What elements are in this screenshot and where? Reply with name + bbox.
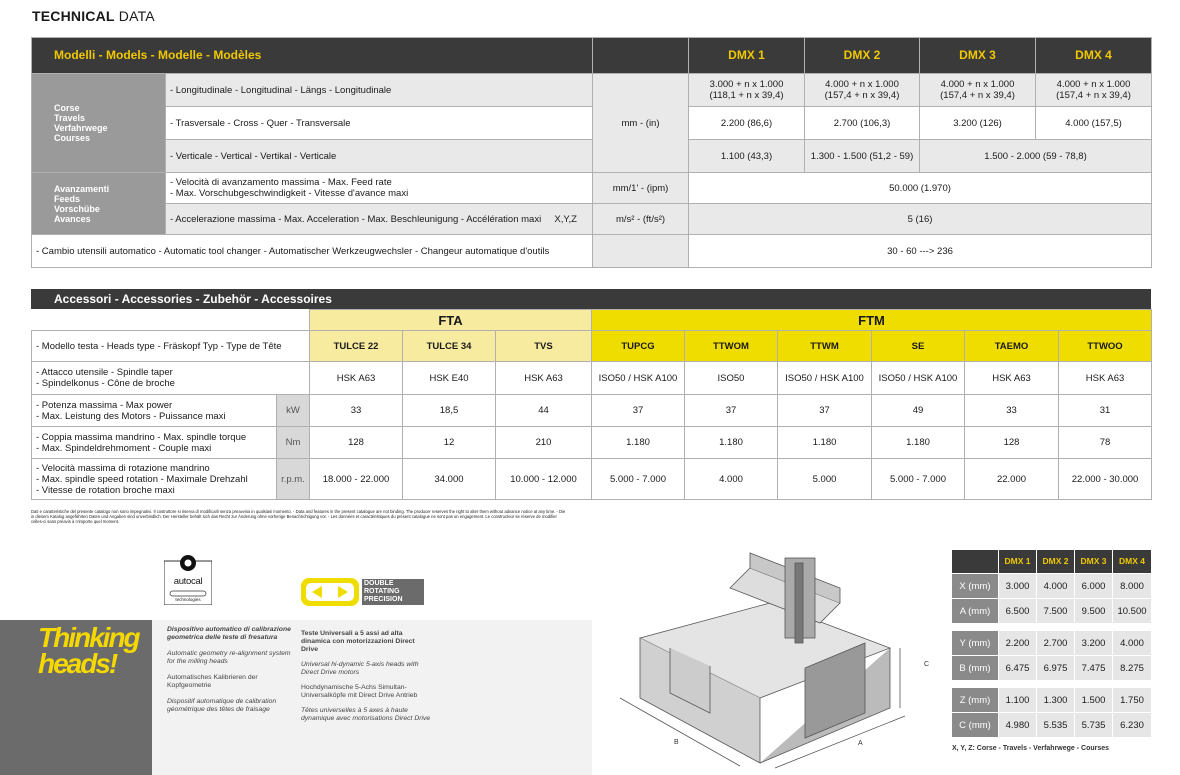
value-cell: HSK A63: [310, 362, 403, 395]
dim-value: 3.000: [999, 574, 1037, 599]
row-label: - Coppia massima mandrino - Max. spindle torque - Max. Spindeldrehmoment - Couple maxi: [32, 427, 277, 459]
value-cell: 1.180: [778, 427, 872, 459]
row-label: - Verticale - Vertical - Vertikal - Verticale: [166, 140, 593, 173]
dim-value: 8.000: [1113, 574, 1152, 599]
value-cell: ISO50 / HSK A100: [778, 362, 872, 395]
value-cell: 18.000 - 22.000: [310, 459, 403, 500]
value-cell: 128: [310, 427, 403, 459]
head-type: TULCE 34: [403, 331, 496, 362]
model-header: DMX 1: [999, 550, 1037, 574]
head-type: TTWM: [778, 331, 872, 362]
value-cell: 33: [310, 395, 403, 427]
row-label: - Longitudinale - Longitudinal - Längs - Longitudinale: [166, 74, 593, 107]
dim-value: 10.500: [1113, 599, 1152, 624]
thinking-heads-logo: Thinking heads!: [38, 622, 139, 679]
accessories-table: [31, 309, 1152, 500]
dim-value: 4.000: [1113, 631, 1152, 656]
value-cell: ISO50 / HSK A100: [592, 362, 685, 395]
dim-key: B (mm): [952, 656, 999, 681]
head-type: TTWOO: [1059, 331, 1152, 362]
value-cell: 5.000 - 7.000: [872, 459, 965, 500]
value-cell: 12: [403, 427, 496, 459]
value-cell: 5.000 - 7.000: [592, 459, 685, 500]
value-cell: 2.700 (106,3): [805, 107, 920, 140]
value-cell: ISO50: [685, 362, 778, 395]
value-cell: 37: [592, 395, 685, 427]
value-cell: 49: [872, 395, 965, 427]
value-cell: 4.000 + n x 1.000 (157,4 + n x 39,4): [1036, 74, 1152, 107]
dimension-b: B: [674, 739, 679, 746]
row-label: - Velocità massima di rotazione mandrino - Max. spindle speed rotation - Maximale Drehzahl - Vitesse de rotation broche maxi: [32, 459, 277, 500]
head-type: TUPCG: [592, 331, 685, 362]
value-cell: 4.000 + n x 1.000 (157,4 + n x 39,4): [920, 74, 1036, 107]
value-cell: 4.000 (157,5): [1036, 107, 1152, 140]
double-rotating-logo: DOUBLE ROTATING PRECISION: [300, 576, 424, 608]
value-cell: 210: [496, 427, 592, 459]
dim-value: 6.475: [999, 656, 1037, 681]
dim-value: 6.230: [1113, 713, 1152, 738]
unit-cell: Nm: [277, 427, 310, 459]
dim-key: Y (mm): [952, 631, 999, 656]
head-type: SE: [872, 331, 965, 362]
value-cell: 37: [778, 395, 872, 427]
autocal-logo: autocal technologies: [164, 553, 212, 605]
row-label: - Accelerazione massima - Max. Acceleration - Max. Beschleunigung - Accélération maxi X,Y,Z: [166, 204, 593, 235]
value-cell: 1.180: [685, 427, 778, 459]
model-header: DMX 3: [1075, 550, 1113, 574]
row-label: - Trasversale - Cross - Quer - Transversale: [166, 107, 593, 140]
dim-value: 7.475: [1075, 656, 1113, 681]
value-cell: 31: [1059, 395, 1152, 427]
value-cell: 22.000: [965, 459, 1059, 500]
dim-value: 1.500: [1075, 688, 1113, 713]
dim-value: 4.000: [1037, 574, 1075, 599]
dim-value: 3.200: [1075, 631, 1113, 656]
unit-cell: r.p.m.: [277, 459, 310, 500]
dim-value: 5.535: [1037, 713, 1075, 738]
value-cell: HSK A63: [496, 362, 592, 395]
value-cell: HSK E40: [403, 362, 496, 395]
row-label: - Modello testa - Heads type - Fräskopf Typ - Type de Tête: [32, 331, 310, 362]
head-type: TTWOM: [685, 331, 778, 362]
value-cell: 30 - 60 ---> 236: [689, 235, 1152, 268]
dim-key: Z (mm): [952, 688, 999, 713]
dim-key: C (mm): [952, 713, 999, 738]
heads-description: Teste Universali a 5 assi ad alta dinamica con motorizzazioni Direct Drive Universal hi-dynamic 5-axis heads with Direct Drive motors Hochdynamische 5-Achs Simultan-Universalköpfe mit Direct Drive Antrieb Têtes universelles à 5 axes à haute dynamique avec motorisations Direct Drive: [301, 630, 431, 722]
unit-cell: kW: [277, 395, 310, 427]
head-type: TULCE 22: [310, 331, 403, 362]
value-cell: 34.000: [403, 459, 496, 500]
machine-illustration: [610, 548, 940, 770]
dim-value: 9.500: [1075, 599, 1113, 624]
ftm-header: FTM: [592, 310, 1152, 331]
dim-key: A (mm): [952, 599, 999, 624]
unit-cell: m/s² - (ft/s²): [593, 204, 689, 235]
value-cell: 128: [965, 427, 1059, 459]
dimensions-table: [951, 549, 1152, 738]
page-title: TECHNICAL DATA: [32, 8, 155, 24]
technical-data-table: [31, 37, 1152, 268]
value-cell: 1.300 - 1.500 (51,2 - 59): [805, 140, 920, 173]
value-cell: 18,5: [403, 395, 496, 427]
value-cell: ISO50 / HSK A100: [872, 362, 965, 395]
value-cell: 50.000 (1.970): [689, 173, 1152, 204]
dim-value: 1.300: [1037, 688, 1075, 713]
value-cell: 2.200 (86,6): [689, 107, 805, 140]
model-header: DMX 2: [1037, 550, 1075, 574]
dim-value: 5.735: [1075, 713, 1113, 738]
value-cell: 78: [1059, 427, 1152, 459]
value-cell: 1.180: [872, 427, 965, 459]
model-header: DMX 4: [1113, 550, 1152, 574]
value-cell: 4.000: [685, 459, 778, 500]
row-label: - Cambio utensili automatico - Automatic tool changer - Automatischer Werkzeugwechsler - Changeur automatique d'outils: [32, 235, 593, 268]
value-cell: 1.500 - 2.000 (59 - 78,8): [920, 140, 1152, 173]
value-cell: 37: [685, 395, 778, 427]
feeds-group: Avanzamenti Feeds Vorschübe Avances: [32, 173, 166, 235]
value-cell: 44: [496, 395, 592, 427]
dimension-a: A: [858, 740, 863, 747]
value-cell: 22.000 - 30.000: [1059, 459, 1152, 500]
disclaimer: Dati e caratteristiche del presente catalogo non sono impegnativi. Il costruttore si riserva di modificarli senza preavviso in qualsiasi momento. - Data and features in the present catalogue are not binding. The producer reserves the right to alter them without advance notice at any time. - Die in diesem Katalog angeführten Daten und Angaben sind unverbindlich. Der Hersteller behält sich das Recht zur Änderung ohne vorherige Benachrichtigung vor. - Les données et caractéristiques du présent catalogue ne sont pas un engagement. Le constructeur se réserve de modifier celles-ci sans préavis à n'importe quel moment.: [31, 509, 566, 524]
dim-value: 4.980: [999, 713, 1037, 738]
dim-value: 7.500: [1037, 599, 1075, 624]
autocal-description: Dispositivo automatico di calibrazione geometrica delle teste di fresatura Automatic geometry re-alignment system for the milling heads Automatisches Kalibrieren der Kopfgeometrie Dispositif automatique de calibration géométrique des têtes de fraisage: [167, 626, 291, 713]
dim-value: 1.100: [999, 688, 1037, 713]
value-cell: 5 (16): [689, 204, 1152, 235]
accessories-header: Accessori - Accessories - Zubehör - Accessoires: [31, 289, 1151, 309]
value-cell: 33: [965, 395, 1059, 427]
value-cell: 1.100 (43,3): [689, 140, 805, 173]
row-label: - Attacco utensile - Spindle taper - Spindelkonus - Cône de broche: [32, 362, 310, 395]
dim-value: 6.000: [1075, 574, 1113, 599]
models-header: Modelli - Models - Modelle - Modèles: [32, 38, 593, 74]
travels-group: Corse Travels Verfahrwege Courses: [32, 74, 166, 173]
value-cell: 3.000 + n x 1.000 (118,1 + n x 39,4): [689, 74, 805, 107]
fta-header: FTA: [310, 310, 592, 331]
value-cell: 4.000 + n x 1.000 (157,4 + n x 39,4): [805, 74, 920, 107]
dim-value: 1.750: [1113, 688, 1152, 713]
row-label: - Potenza massima - Max power - Max. Leistung des Motors - Puissance maxi: [32, 395, 277, 427]
value-cell: 3.200 (126): [920, 107, 1036, 140]
value-cell: HSK A63: [965, 362, 1059, 395]
head-type: TVS: [496, 331, 592, 362]
dimension-c: C: [924, 661, 930, 668]
row-label: - Velocità di avanzamento massima - Max. Feed rate - Max. Vorschubgeschwindigkeit - Vitesse d'avance maxi: [166, 173, 593, 204]
dim-value: 8.275: [1113, 656, 1152, 681]
head-type: TAEMO: [965, 331, 1059, 362]
value-cell: HSK A63: [1059, 362, 1152, 395]
dim-value: 6.975: [1037, 656, 1075, 681]
model-header: DMX 3: [920, 38, 1036, 74]
model-header: DMX 2: [805, 38, 920, 74]
dim-value: 2.200: [999, 631, 1037, 656]
dimensions-note: X, Y, Z: Corse - Travels - Verfahrwege - Courses: [952, 745, 1110, 752]
dim-key: X (mm): [952, 574, 999, 599]
value-cell: 5.000: [778, 459, 872, 500]
value-cell: 10.000 - 12.000: [496, 459, 592, 500]
unit-cell: mm - (in): [593, 74, 689, 173]
dim-value: 2.700: [1037, 631, 1075, 656]
model-header: DMX 1: [689, 38, 805, 74]
model-header: DMX 4: [1036, 38, 1152, 74]
unit-cell: mm/1' - (ipm): [593, 173, 689, 204]
value-cell: 1.180: [592, 427, 685, 459]
dim-value: 6.500: [999, 599, 1037, 624]
